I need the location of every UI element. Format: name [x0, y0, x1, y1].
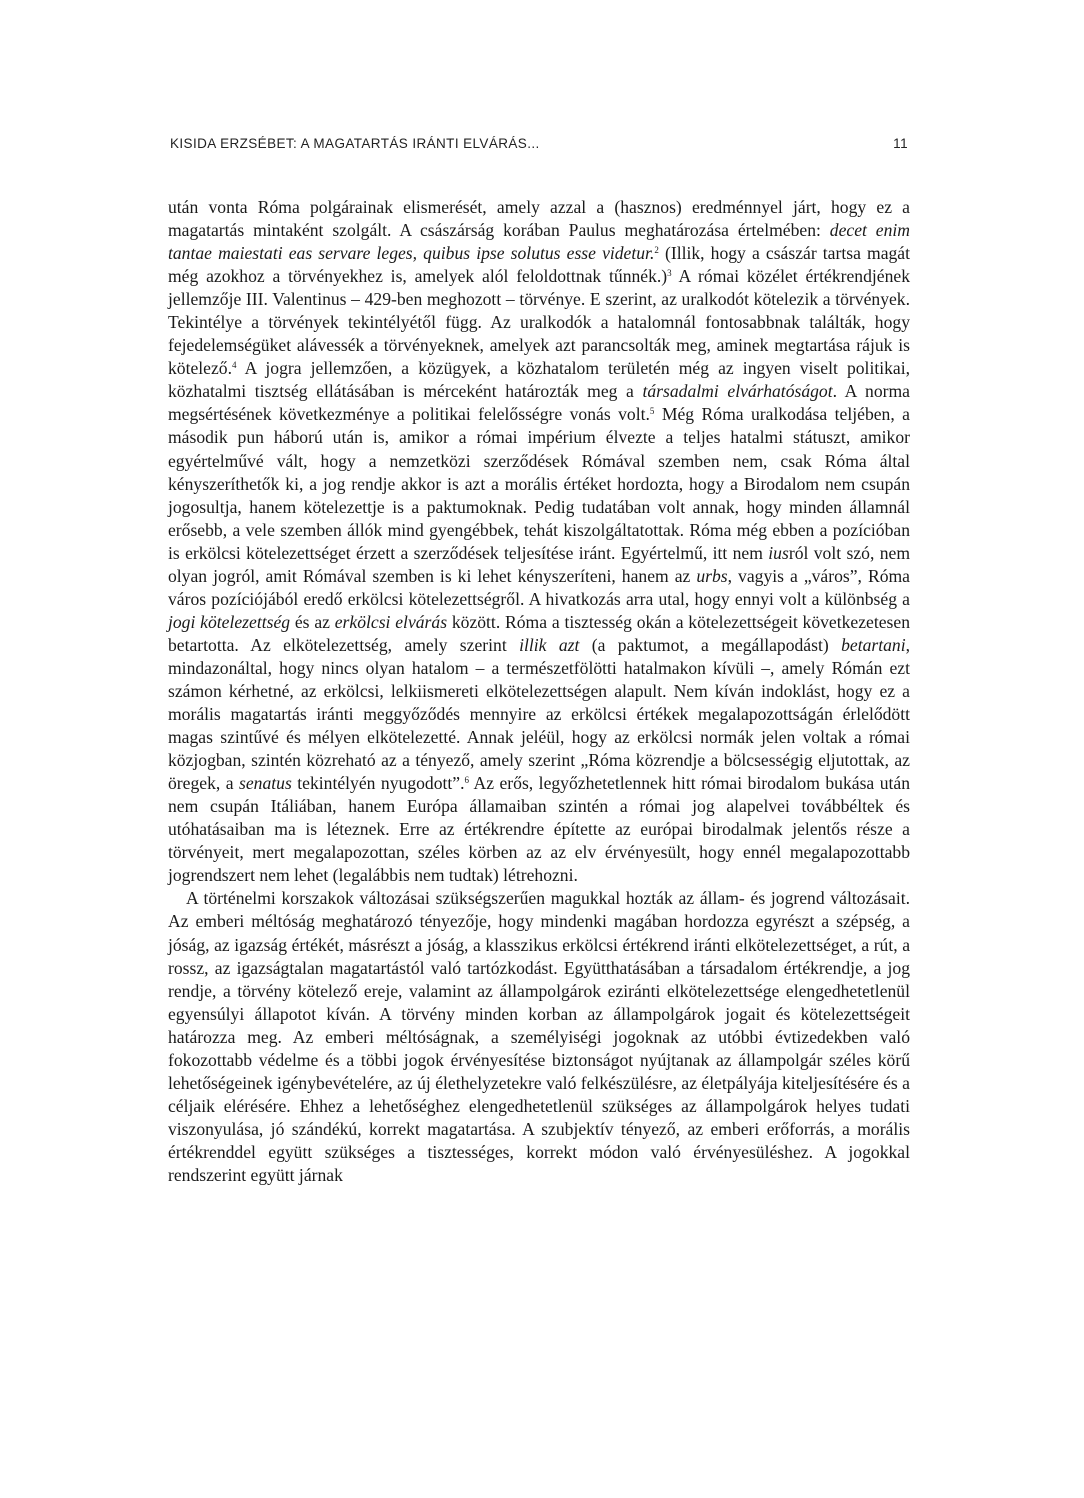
- text-run: (a paktumot, a megállapodást): [579, 634, 842, 655]
- text-run: A római közélet értékrendjének jellemzője III. Valentinus – 429-ben meghozott – törvénye. E szerint, az uralkodót kötelezik a törvények. Tekintélye a törvények tekintélyétől függ. Az uralkodók a hatalomnál fontosabbnak találták, hogy fejedelemségüket alávessék a törvényeknek, amelyek azt parancsolták meg, aminek megtartása rájuk is kötelező.: [168, 266, 911, 379]
- text-run: után vonta Róma polgárainak elismerését, amely azzal a (hasznos) eredménnyel járt, hogy ez a magatartás mintaként szolgált. A császárság korában Paulus meghatározása értelmében:: [168, 197, 910, 241]
- footnote-ref: 5: [649, 406, 655, 417]
- text-run: , vagyis a „város”, Róma város pozíciójából eredő erkölcsi kötelezettségről. A hivatkozás arra utal, hogy ennyi volt a különbség a: [168, 565, 910, 609]
- latin-quote: decet enim tantae maiestati eas servare leges, quibus ipse solutus esse videtur.: [168, 220, 910, 264]
- text-run: Az erős, legyőzhetetlennek hitt római birodalom bukása után nem csupán Itáliában, hanem Európa államaiban szintén a római jog alapelvei továbbéltek és utóhatásaiban ma is léteznek. Erre az értékrendre építette az európai birodalmak jelentős része a törvényeit, mert megalapozottan, széles körben az az elv érvényesült, hogy ennél megalapozottabb jogrendszert nem lehet (legalábbis nem tudtak) létrehozni.: [168, 773, 911, 886]
- paragraph-2: A történelmi korszakok változásai szükségszerűen magukkal hozták az állam- és jogrend változásait. Az emberi méltóság meghatározó tényezője, hogy mindenki magában hordozza egyrészt a szépség, a jóság, az igazság értékét, másrészt a jóság, a klasszikus erkölcsi értékrend iránti elkötelezettséget, a rút, a rossz, az igazságtalan magatartástól való tartózkodást. Együtthatásában a társadalom értékrendje, a jog rendje, a törvény kötelező ereje, valamint az állampolgárok eziránti elkötelezettsége elengedhetetlenül egyensúlyi állapotot kíván. A törvény minden korban az állampolgárok jogait és kötelezettségeit határozza meg. Az emberi méltóságnak, a személyiségi jogoknak az utóbbi évtizedekben való fokozottabb védelme és a többi jogok érvényesítése biztonságot nyújtanak az állampolgár széles körű lehetőségeinek igénybevételére, az új élethelyzetekre való felkészülésre, az életpályája kiteljesítésére és a céljaik elérésére. Ehhez a lehetőséghez elengedhetetlenül szükséges az állampolgárok helyes tudati viszonyulása, jó szándékú, korrekt magatartása. A szubjektív tényező, az emberi erőforrás, a morális értékrenddel együtt szükséges a tisztességes, korrekt módon való érvényesüléshez. A jogokkal rendszerint együtt járnak: [168, 888, 910, 1185]
- italic-term: illik azt: [519, 634, 580, 655]
- italic-term: senatus: [239, 773, 292, 794]
- paragraph-1: [168, 196, 910, 887]
- footnote-ref: 4: [232, 360, 237, 371]
- footnote-ref: 3: [667, 268, 672, 279]
- text-run: ról volt szó, nem olyan jogról, amit Rómával szemben is ki lehet kényszeríteni, hanem az: [168, 542, 910, 586]
- page-number: 11: [893, 136, 908, 151]
- text-run: A jogra jellemzően, a közügyek, a közhatalom területén még az ingyen viselt politikai, közhatalmi tisztség ellátásában is mérceként határozták meg a: [168, 358, 910, 402]
- text-run: Még Róma uralkodása teljében, a második pun háború után is, amikor a római impérium élvezte a teljes hatalmi státuszt, amikor egyértelművé vált, hogy a nemzetközi szerződések Rómával szemben nem, csak Róma által kényszeríthetők ki, a jog rendje akkor is azt a morális értéket hordozta, hogy a Birodalom nem csupán jogosultja, hanem kötelezettje is a paktumoknak. Pedig tudatában volt annak, hogy minden államnál erősebb, a vele szemben állók mind gyengébbek, tehát kiszolgáltatottak. Róma még ebben a pozícióban is erkölcsi kötelezettséget érzett a szerződések teljesítése iránt. Egyértelmű, itt nem: [168, 404, 910, 563]
- text-run: tekintélyén nyugodott”.: [291, 773, 465, 794]
- running-title: KISIDA ERZSÉBET: A MAGATARTÁS IRÁNTI ELVÁRÁS...: [170, 136, 540, 151]
- footnote-ref: 2: [654, 245, 659, 256]
- italic-term: ius: [768, 542, 789, 563]
- italic-term: urbs: [696, 565, 728, 586]
- italic-term: erkölcsi elvárás: [334, 611, 448, 632]
- text-run: és az: [290, 611, 335, 632]
- footnote-ref: 6: [464, 775, 469, 786]
- text-run: (Illik, hogy a császár tartsa magát még azokhoz a törvényekhez is, amelyek alól feloldottnak tűnnék.): [168, 243, 910, 287]
- text-run: között. Róma a tisztesség okán a kötelezettségeit következetesen betartotta. Az elkötelezettség, amely szerint: [168, 611, 910, 655]
- text-run: . A norma megsértésének következménye a politikai felelősségre vonás volt.: [168, 381, 910, 425]
- italic-term: betartani: [841, 634, 906, 655]
- running-head: [170, 136, 908, 151]
- italic-term: jogi kötelezettség: [168, 611, 291, 632]
- text-run: , mindazonáltal, hogy nincs olyan hatalom – a természetfölötti hatalmakon kívüli –, amely Rómán ezt számon kérhetné, az erkölcsi, lelkiismereti elkötelezettségen alapult. Nem kíván indoklást, hogy ez a morális magatartás iránti meggyőződés mennyire az erkölcsi értékek megalapozottságán érlelődött magas szintűvé és mélyen elkötelezetté. Annak jeléül, hogy az erkölcsi normák jelen voltak a római közjogban, szintén közreható az a tényező, amely szerint „Róma közrendje a bölcsességig eljutottak, az öregek, a: [168, 634, 911, 794]
- body-text: [168, 196, 910, 1187]
- italic-term: társadalmi elvárhatóságot: [642, 381, 833, 402]
